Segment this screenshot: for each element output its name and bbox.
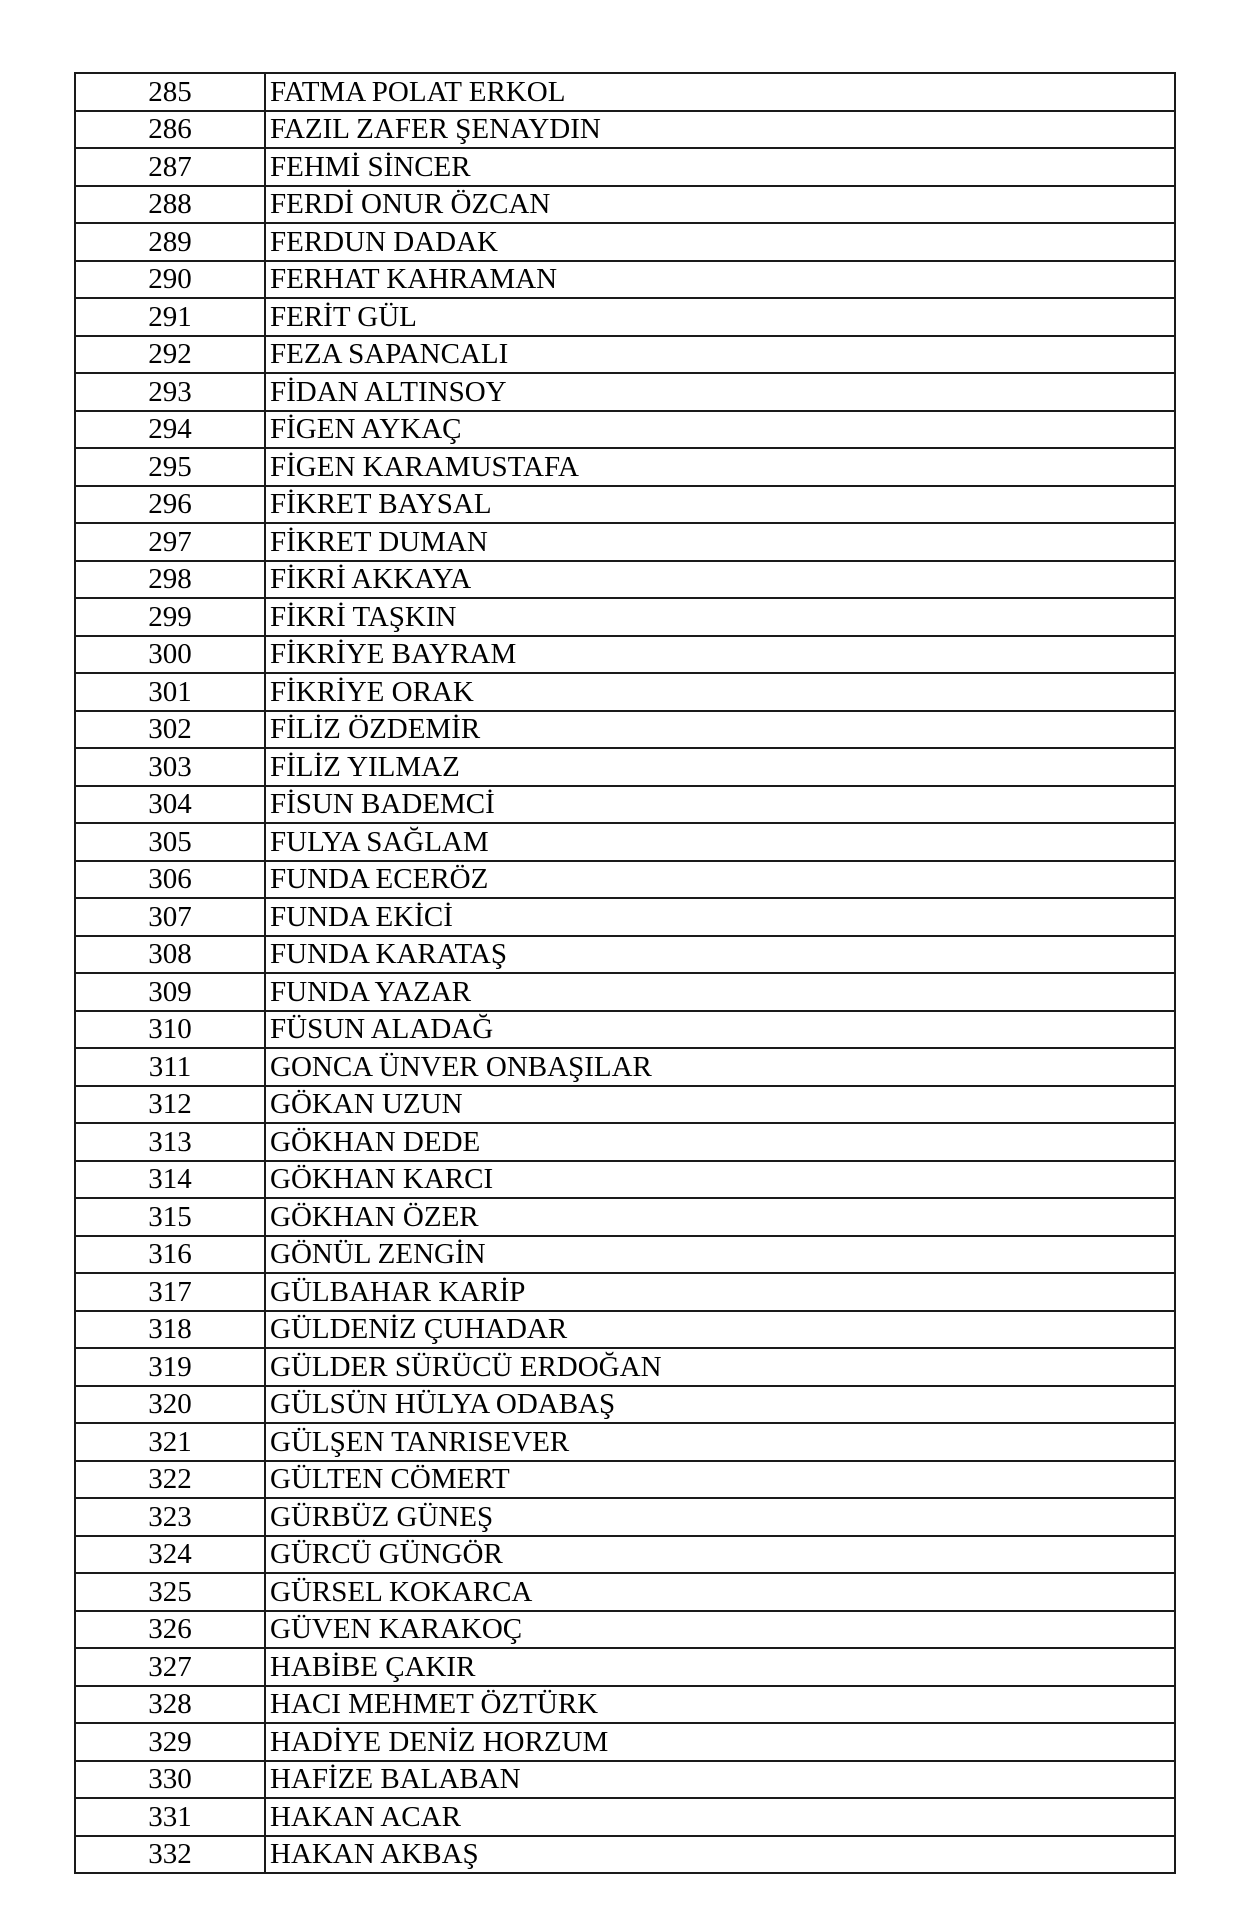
row-number-cell: 315	[75, 1198, 265, 1236]
full-name-cell: GÖKHAN DEDE	[265, 1123, 1175, 1161]
row-number-cell: 322	[75, 1461, 265, 1499]
table-row	[75, 486, 1175, 524]
full-name-cell: GÜRSEL KOKARCA	[265, 1573, 1175, 1611]
table-row	[75, 1461, 1175, 1499]
name-list-body	[75, 73, 1175, 1873]
row-number-cell: 306	[75, 861, 265, 899]
row-number-cell: 287	[75, 148, 265, 186]
table-row	[75, 298, 1175, 336]
table-row	[75, 1536, 1175, 1574]
table-row	[75, 786, 1175, 824]
table-row	[75, 1236, 1175, 1274]
row-number-cell: 296	[75, 486, 265, 524]
row-number-cell: 327	[75, 1648, 265, 1686]
table-row	[75, 1498, 1175, 1536]
row-number-cell: 289	[75, 223, 265, 261]
row-number-cell: 317	[75, 1273, 265, 1311]
row-number-cell: 291	[75, 298, 265, 336]
row-number-cell: 307	[75, 898, 265, 936]
table-row	[75, 1348, 1175, 1386]
table-row	[75, 448, 1175, 486]
full-name-cell: FİGEN KARAMUSTAFA	[265, 448, 1175, 486]
row-number-cell: 293	[75, 373, 265, 411]
table-row	[75, 1723, 1175, 1761]
row-number-cell: 310	[75, 1011, 265, 1049]
table-row	[75, 1648, 1175, 1686]
row-number-cell: 297	[75, 523, 265, 561]
full-name-cell: FİLİZ YILMAZ	[265, 748, 1175, 786]
table-row	[75, 673, 1175, 711]
full-name-cell: FULYA SAĞLAM	[265, 823, 1175, 861]
row-number-cell: 318	[75, 1311, 265, 1349]
row-number-cell: 308	[75, 936, 265, 974]
row-number-cell: 329	[75, 1723, 265, 1761]
table-row	[75, 598, 1175, 636]
table-row	[75, 73, 1175, 111]
full-name-cell: GÖNÜL ZENGİN	[265, 1236, 1175, 1274]
row-number-cell: 302	[75, 711, 265, 749]
full-name-cell: FEHMİ SİNCER	[265, 148, 1175, 186]
full-name-cell: FAZIL ZAFER ŞENAYDIN	[265, 111, 1175, 149]
row-number-cell: 298	[75, 561, 265, 599]
table-row	[75, 561, 1175, 599]
table-row	[75, 223, 1175, 261]
row-number-cell: 323	[75, 1498, 265, 1536]
full-name-cell: FİKRET DUMAN	[265, 523, 1175, 561]
table-row	[75, 1273, 1175, 1311]
table-row	[75, 898, 1175, 936]
table-row	[75, 1611, 1175, 1649]
table-row	[75, 861, 1175, 899]
full-name-cell: GONCA ÜNVER ONBAŞILAR	[265, 1048, 1175, 1086]
row-number-cell: 316	[75, 1236, 265, 1274]
table-row	[75, 1123, 1175, 1161]
full-name-cell: FİLİZ ÖZDEMİR	[265, 711, 1175, 749]
table-row	[75, 823, 1175, 861]
full-name-cell: FİKRİYE BAYRAM	[265, 636, 1175, 674]
row-number-cell: 331	[75, 1798, 265, 1836]
full-name-cell: GÜVEN KARAKOÇ	[265, 1611, 1175, 1649]
full-name-cell: FÜSUN ALADAĞ	[265, 1011, 1175, 1049]
full-name-cell: FERHAT KAHRAMAN	[265, 261, 1175, 299]
full-name-cell: FERDUN DADAK	[265, 223, 1175, 261]
full-name-cell: FİKRET BAYSAL	[265, 486, 1175, 524]
table-row	[75, 1761, 1175, 1799]
row-number-cell: 328	[75, 1686, 265, 1724]
full-name-cell: HACI MEHMET ÖZTÜRK	[265, 1686, 1175, 1724]
row-number-cell: 288	[75, 186, 265, 224]
row-number-cell: 321	[75, 1423, 265, 1461]
full-name-cell: FUNDA KARATAŞ	[265, 936, 1175, 974]
table-row	[75, 711, 1175, 749]
table-row	[75, 1386, 1175, 1424]
full-name-cell: FİSUN BADEMCİ	[265, 786, 1175, 824]
table-row	[75, 1311, 1175, 1349]
row-number-cell: 309	[75, 973, 265, 1011]
row-number-cell: 332	[75, 1836, 265, 1874]
table-row	[75, 748, 1175, 786]
full-name-cell: FUNDA YAZAR	[265, 973, 1175, 1011]
full-name-cell: GÖKHAN ÖZER	[265, 1198, 1175, 1236]
row-number-cell: 320	[75, 1386, 265, 1424]
full-name-cell: FEZA SAPANCALI	[265, 336, 1175, 374]
table-row	[75, 1573, 1175, 1611]
table-row	[75, 148, 1175, 186]
full-name-cell: GÜLDENİZ ÇUHADAR	[265, 1311, 1175, 1349]
full-name-cell: FUNDA ECERÖZ	[265, 861, 1175, 899]
full-name-cell: FERDİ ONUR ÖZCAN	[265, 186, 1175, 224]
table-row	[75, 1198, 1175, 1236]
table-row	[75, 1423, 1175, 1461]
full-name-cell: GÜRBÜZ GÜNEŞ	[265, 1498, 1175, 1536]
row-number-cell: 290	[75, 261, 265, 299]
full-name-cell: GÖKHAN KARCI	[265, 1161, 1175, 1199]
row-number-cell: 311	[75, 1048, 265, 1086]
full-name-cell: GÜRCÜ GÜNGÖR	[265, 1536, 1175, 1574]
full-name-cell: GÜLSÜN HÜLYA ODABAŞ	[265, 1386, 1175, 1424]
row-number-cell: 301	[75, 673, 265, 711]
row-number-cell: 304	[75, 786, 265, 824]
full-name-cell: FİKRİ TAŞKIN	[265, 598, 1175, 636]
full-name-cell: HAKAN ACAR	[265, 1798, 1175, 1836]
table-row	[75, 973, 1175, 1011]
full-name-cell: GÜLTEN CÖMERT	[265, 1461, 1175, 1499]
row-number-cell: 330	[75, 1761, 265, 1799]
row-number-cell: 305	[75, 823, 265, 861]
full-name-cell: FERİT GÜL	[265, 298, 1175, 336]
name-list-table	[74, 72, 1176, 1874]
row-number-cell: 285	[75, 73, 265, 111]
table-row	[75, 523, 1175, 561]
table-row	[75, 1798, 1175, 1836]
table-row	[75, 261, 1175, 299]
table-row	[75, 1161, 1175, 1199]
table-row	[75, 1011, 1175, 1049]
row-number-cell: 312	[75, 1086, 265, 1124]
row-number-cell: 286	[75, 111, 265, 149]
full-name-cell: GÜLŞEN TANRISEVER	[265, 1423, 1175, 1461]
table-row	[75, 936, 1175, 974]
full-name-cell: FATMA POLAT ERKOL	[265, 73, 1175, 111]
table-row	[75, 336, 1175, 374]
row-number-cell: 295	[75, 448, 265, 486]
full-name-cell: HAKAN AKBAŞ	[265, 1836, 1175, 1874]
row-number-cell: 299	[75, 598, 265, 636]
full-name-cell: HAFİZE BALABAN	[265, 1761, 1175, 1799]
table-row	[75, 636, 1175, 674]
table-row	[75, 1686, 1175, 1724]
table-row	[75, 1048, 1175, 1086]
full-name-cell: FİKRİYE ORAK	[265, 673, 1175, 711]
full-name-cell: FUNDA EKİCİ	[265, 898, 1175, 936]
row-number-cell: 319	[75, 1348, 265, 1386]
table-row	[75, 186, 1175, 224]
full-name-cell: GÖKAN UZUN	[265, 1086, 1175, 1124]
table-row	[75, 411, 1175, 449]
row-number-cell: 292	[75, 336, 265, 374]
row-number-cell: 324	[75, 1536, 265, 1574]
full-name-cell: GÜLDER SÜRÜCÜ ERDOĞAN	[265, 1348, 1175, 1386]
full-name-cell: FİDAN ALTINSOY	[265, 373, 1175, 411]
full-name-cell: FİKRİ AKKAYA	[265, 561, 1175, 599]
row-number-cell: 325	[75, 1573, 265, 1611]
table-row	[75, 111, 1175, 149]
row-number-cell: 313	[75, 1123, 265, 1161]
row-number-cell: 303	[75, 748, 265, 786]
full-name-cell: FİGEN AYKAÇ	[265, 411, 1175, 449]
full-name-cell: HADİYE DENİZ HORZUM	[265, 1723, 1175, 1761]
row-number-cell: 300	[75, 636, 265, 674]
row-number-cell: 326	[75, 1611, 265, 1649]
row-number-cell: 314	[75, 1161, 265, 1199]
table-row	[75, 373, 1175, 411]
row-number-cell: 294	[75, 411, 265, 449]
table-row	[75, 1836, 1175, 1874]
table-row	[75, 1086, 1175, 1124]
full-name-cell: HABİBE ÇAKIR	[265, 1648, 1175, 1686]
full-name-cell: GÜLBAHAR KARİP	[265, 1273, 1175, 1311]
